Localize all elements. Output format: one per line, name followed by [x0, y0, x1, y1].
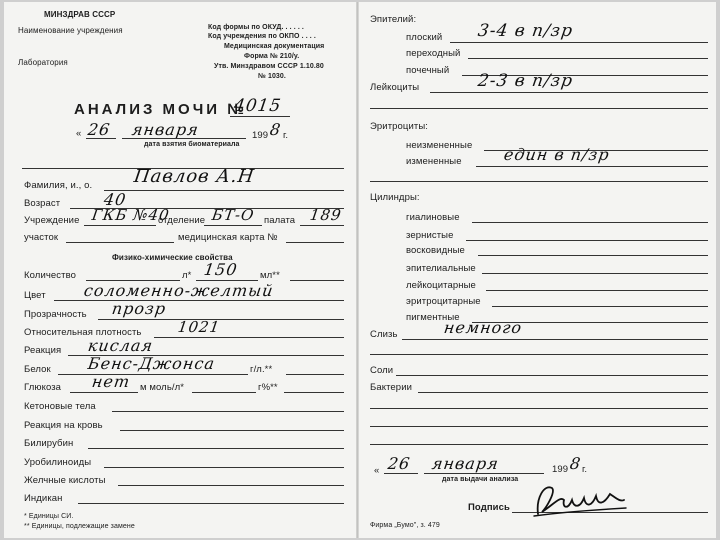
- glucose-label: Глюкоза: [24, 382, 62, 393]
- quantity-unit-liters: л*: [182, 270, 192, 281]
- urobilinoids-line: [104, 467, 344, 468]
- flat-epithelium-label: плоский: [406, 32, 443, 43]
- laboratory-label: Лаборатория: [18, 58, 68, 67]
- result-day: 26: [386, 454, 412, 473]
- urobilinoids-label: Уробилиноиды: [24, 457, 92, 468]
- ketone-label: Кетоновые тела: [24, 401, 96, 412]
- bacteria-label: Бактерии: [370, 382, 413, 393]
- ward-value: 189: [308, 206, 343, 224]
- institution-line: [84, 225, 156, 226]
- department-line: [204, 225, 262, 226]
- bilirubin-label: Билирубин: [24, 438, 74, 449]
- age-label: Возраст: [24, 198, 61, 209]
- bacteria-extra-line-2: [370, 426, 708, 427]
- waxy-casts-line: [478, 255, 708, 256]
- card-number-label: медицинская карта №: [178, 232, 278, 243]
- date-quote: «: [76, 128, 82, 139]
- analysis-title: АНАЛИЗ МОЧИ №: [74, 101, 247, 118]
- transparency-value: прозр: [110, 299, 168, 318]
- leukocytes-line: [430, 92, 708, 93]
- bile-acids-label: Желчные кислоты: [24, 475, 106, 486]
- blood-reaction-label: Реакция на кровь: [24, 420, 103, 431]
- quantity-unit-ml: мл**: [260, 270, 280, 281]
- physchem-section-title: Физико-химические свойства: [112, 253, 233, 262]
- analysis-number-line: [230, 116, 290, 117]
- lab-form-sheet: [4, 2, 716, 538]
- sample-month-line: [122, 138, 246, 139]
- okud-code: Код формы по ОКУД. . . . . .: [208, 24, 304, 31]
- analysis-number: 4015: [232, 96, 283, 116]
- salts-line: [396, 375, 708, 376]
- signature-scribble: [532, 478, 628, 520]
- mucus-extra-line: [370, 354, 708, 355]
- leukocytes-value: 2-3 в п/зр: [476, 71, 575, 91]
- sample-day-line: [86, 138, 116, 139]
- changed-erythrocytes-label: измененные: [406, 156, 462, 167]
- hyaline-casts-label: гиалиновые: [406, 212, 460, 223]
- patient-name-label: Фамилия, и., о.: [24, 180, 93, 191]
- bile-acids-line: [118, 485, 344, 486]
- result-year-suffix: г.: [582, 464, 588, 475]
- institution-name-label: Наименование учреждения: [18, 26, 123, 35]
- granular-casts-line: [466, 240, 708, 241]
- protein-unit: г/л.**: [250, 364, 273, 375]
- erythrocytes-label: Эритроциты:: [370, 121, 429, 132]
- approval-note: Утв. Минздравом СССР 1.10.80: [214, 63, 324, 70]
- quantity-value: 150: [202, 260, 239, 279]
- casts-label: Цилиндры:: [370, 192, 420, 203]
- patient-name-value: Павлов А.Н: [132, 166, 256, 187]
- result-year-prefix: 199: [552, 464, 569, 475]
- density-line: [154, 337, 344, 338]
- renal-epithelium-label: почечный: [406, 65, 450, 76]
- result-date-quote: «: [374, 465, 380, 476]
- ketone-line: [112, 411, 344, 412]
- sample-year-suffix: г.: [283, 130, 289, 141]
- department-label: отделение: [158, 215, 206, 226]
- patient-name-line: [104, 190, 344, 191]
- signature-label: Подпись: [468, 502, 510, 513]
- glucose-unit-si: м моль/л*: [140, 382, 185, 393]
- sample-date-caption: дата взятия биоматериала: [144, 141, 240, 148]
- mucus-label: Слизь: [370, 329, 398, 340]
- blood-reaction-line: [120, 430, 344, 431]
- result-month-line: [424, 473, 544, 474]
- glucose-tail-line: [284, 392, 344, 393]
- density-label: Относительная плотность: [24, 327, 142, 338]
- unchanged-erythrocytes-label: неизмененные: [406, 140, 473, 151]
- quantity-label: Количество: [24, 270, 77, 281]
- glucose-unit-old: г%**: [258, 382, 278, 393]
- changed-erythrocytes-line: [476, 166, 708, 167]
- flat-epithelium-value: 3-4 в п/зр: [476, 21, 575, 41]
- bilirubin-line: [88, 448, 344, 449]
- erythrocyte-casts-line: [492, 306, 708, 307]
- department-value: БТ-О: [210, 206, 256, 224]
- sample-day: 26: [86, 120, 112, 139]
- glucose-value: нет: [90, 372, 132, 391]
- color-line: [54, 300, 344, 301]
- glucose-percent-line: [192, 392, 256, 393]
- pigment-casts-label: пигментные: [406, 312, 460, 323]
- medical-documentation: Медицинская документация: [224, 43, 325, 50]
- density-value: 1021: [176, 318, 222, 336]
- quantity-tail-line: [290, 280, 344, 281]
- form-number: Форма № 210/у.: [244, 53, 300, 60]
- protein-line: [58, 374, 248, 375]
- color-label: Цвет: [24, 290, 46, 301]
- ministry-label: МИНЗДРАВ СССР: [44, 10, 116, 19]
- flat-epithelium-line: [450, 42, 708, 43]
- reaction-label: Реакция: [24, 345, 62, 356]
- institution-label: Учреждение: [24, 215, 80, 226]
- ward-label: палата: [264, 215, 296, 226]
- leukocyte-casts-line: [486, 290, 708, 291]
- footnote-replaced-units: ** Единицы, подлежащие замене: [24, 523, 135, 530]
- protein-label: Белок: [24, 364, 51, 375]
- result-month: января: [430, 454, 501, 473]
- leukocyte-casts-label: лейкоцитарные: [406, 280, 476, 291]
- granular-casts-label: зернистые: [406, 230, 454, 241]
- sample-month: января: [130, 120, 201, 139]
- reaction-value: кислая: [86, 336, 155, 355]
- transitional-epithelium-line: [468, 58, 708, 59]
- erythrocyte-casts-label: эритроцитарные: [406, 296, 481, 307]
- indican-line: [78, 503, 344, 504]
- protein-value: Бенс-Джонса: [86, 354, 217, 373]
- sample-year-digit: 8: [268, 120, 283, 139]
- changed-erythrocytes-value: един в п/зр: [502, 145, 611, 164]
- age-value: 40: [102, 190, 128, 209]
- indican-label: Индикан: [24, 493, 63, 504]
- leukocytes-extra-line: [370, 108, 708, 109]
- protein-tail-line: [286, 374, 344, 375]
- epithelial-casts-line: [482, 273, 708, 274]
- salts-label: Соли: [370, 365, 394, 376]
- bacteria-line: [418, 392, 708, 393]
- epithelial-casts-label: эпителиальные: [406, 263, 476, 274]
- glucose-line: [70, 392, 138, 393]
- footnote-si-units: * Единицы СИ.: [24, 513, 74, 520]
- transparency-label: Прозрачность: [24, 309, 87, 320]
- mucus-line: [402, 339, 708, 340]
- leukocytes-label: Лейкоциты: [370, 82, 420, 93]
- card-number-line: [286, 242, 344, 243]
- hyaline-casts-line: [472, 222, 708, 223]
- epithelium-label: Эпителий:: [370, 14, 417, 25]
- page-fold: [356, 2, 359, 538]
- waxy-casts-label: восковидные: [406, 245, 465, 256]
- district-label: участок: [24, 232, 59, 243]
- color-value: соломенно-желтый: [82, 281, 275, 300]
- bacteria-extra-line-1: [370, 408, 708, 409]
- result-year-digit: 8: [568, 454, 583, 473]
- mucus-value: немного: [442, 318, 524, 337]
- institution-value: ГКБ №40: [90, 206, 171, 224]
- firm-imprint: Фирма „Бумо", з. 479: [370, 522, 440, 529]
- erythrocytes-extra-line: [370, 181, 708, 182]
- order-number: № 1030.: [258, 73, 286, 80]
- sample-year-prefix: 199: [252, 130, 269, 141]
- okpo-code: Код учреждения по ОКПО . . . .: [208, 33, 316, 40]
- district-line: [66, 242, 174, 243]
- ward-line: [300, 225, 344, 226]
- transitional-epithelium-label: переходный: [406, 48, 461, 59]
- result-day-line: [384, 473, 418, 474]
- result-date-caption: дата выдачи анализа: [442, 476, 519, 483]
- bacteria-extra-line-3: [370, 444, 708, 445]
